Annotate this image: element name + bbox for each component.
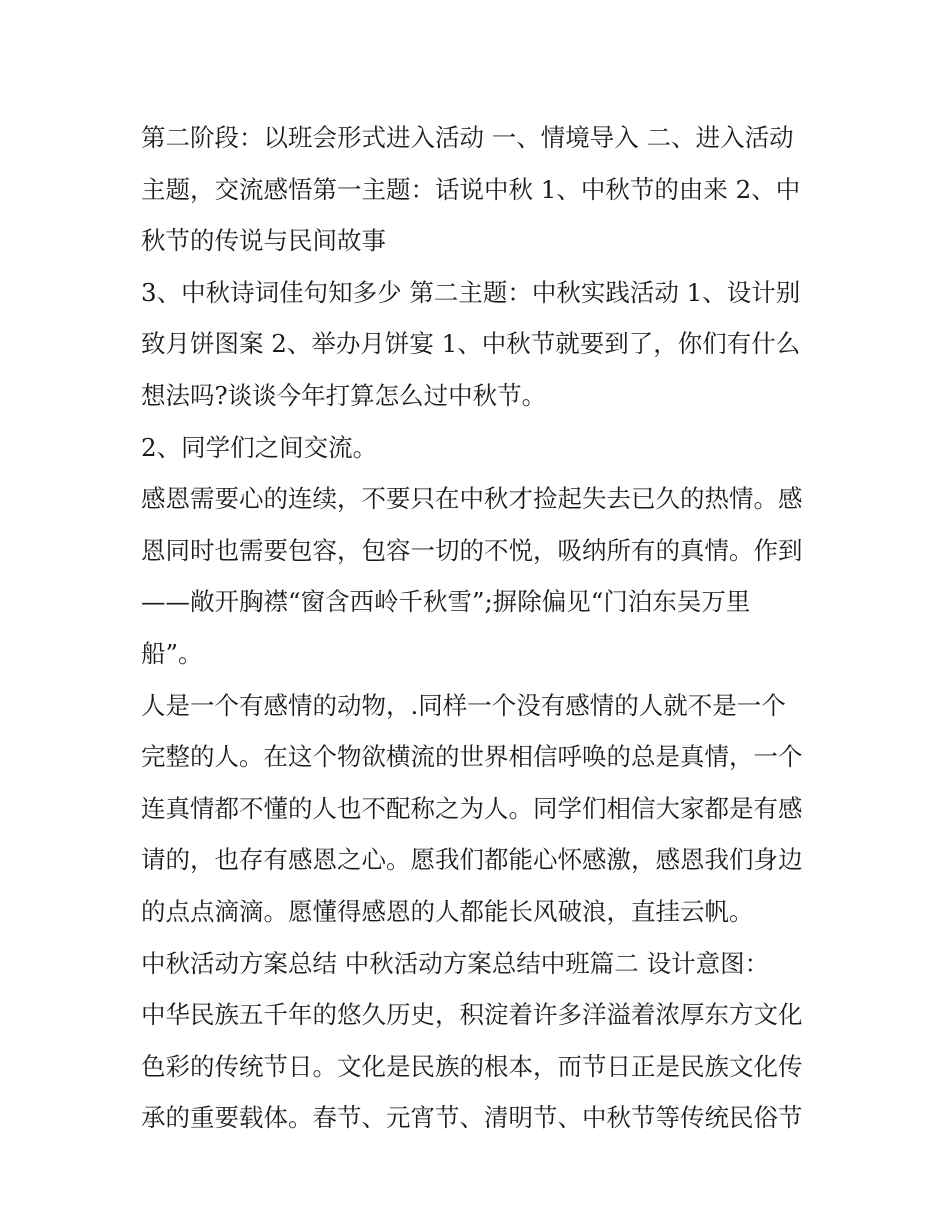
text-line: 的点点滴滴。愿懂得感恩的人都能长风破浪，直挂云帆。 bbox=[141, 896, 754, 926]
text-line: 承的重要载体。春节、元宵节、清明节、中秋节等传统民俗节 bbox=[141, 1103, 803, 1133]
text-line: 人是一个有感情的动物，.同样一个没有感情的人就不是一个 bbox=[141, 690, 786, 720]
text-line: 恩同时也需要包容，包容一切的不悦，吸纳所有的真情。作到 bbox=[141, 535, 803, 565]
text-line: 3、中秋诗词佳句知多少 第二主题：中秋实践活动 1、设计别 bbox=[141, 277, 801, 307]
text-line: 想法吗?谈谈今年打算怎么过中秋节。 bbox=[141, 380, 547, 410]
text-line: 中华民族五千年的悠久历史，积淀着许多洋溢着浓厚东方文化 bbox=[141, 1000, 803, 1030]
document-body bbox=[141, 112, 821, 1144]
text-line: 请的，也存有感恩之心。愿我们都能心怀感激，感恩我们身边 bbox=[141, 845, 803, 875]
text-line: 完整的人。在这个物欲横流的世界相信呼唤的总是真情，一个 bbox=[141, 742, 803, 772]
text-line: ——敞开胸襟“窗含西岭千秋雪”;摒除偏见“门泊东吴万里 bbox=[141, 587, 751, 617]
text-line: 船”。 bbox=[141, 638, 203, 668]
text-line: 感恩需要心的连续，不要只在中秋才捡起失去已久的热情。感 bbox=[141, 484, 803, 514]
text-line: 秋节的传说与民间故事 bbox=[141, 226, 386, 256]
text-line: 致月饼图案 2、举办月饼宴 1、中秋节就要到了，你们有什么 bbox=[141, 329, 801, 359]
text-line: 连真情都不懂的人也不配称之为人。同学们相信大家都是有感 bbox=[141, 793, 803, 823]
text-line: 色彩的传统节日。文化是民族的根本，而节日正是民族文化传 bbox=[141, 1051, 803, 1081]
text-line: 主题，交流感悟第一主题：话说中秋 1、中秋节的由来 2、中 bbox=[141, 174, 801, 204]
text-line: 2、同学们之间交流。 bbox=[141, 432, 378, 462]
text-line: 第二阶段：以班会形式进入活动 一、情境导入 二、进入活动 bbox=[141, 123, 794, 152]
text-line: 中秋活动方案总结 中秋活动方案总结中班篇二 设计意图： bbox=[141, 948, 770, 978]
